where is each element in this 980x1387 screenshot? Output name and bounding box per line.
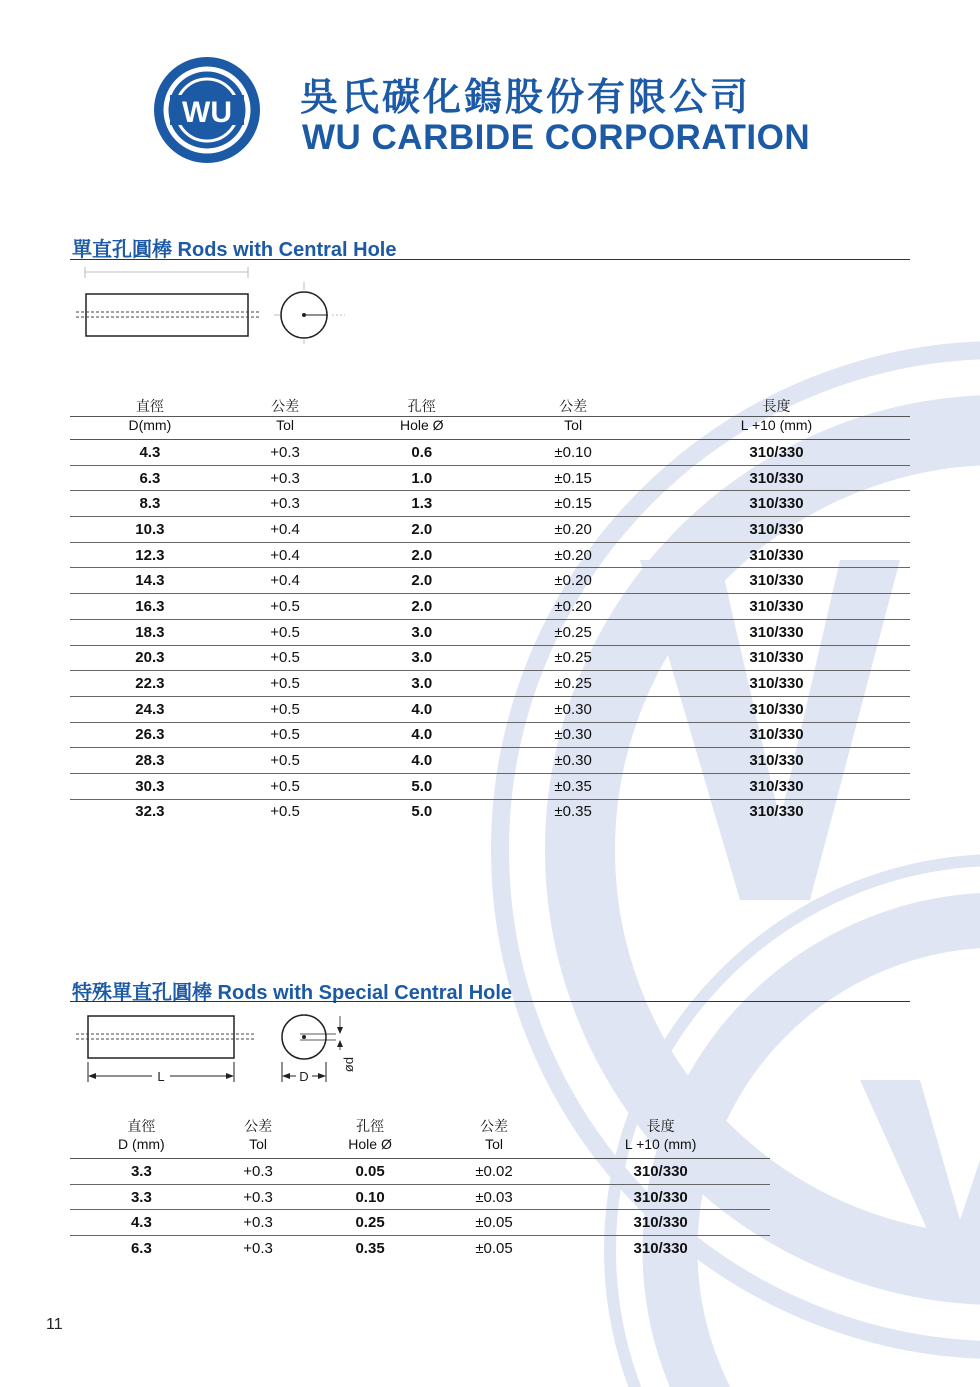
cell-hole-tolerance: ±0.25 [503, 645, 643, 671]
column-header: 直徑 [127, 1119, 156, 1135]
cell-length: 310/330 [643, 465, 910, 491]
cell-hole: 2.0 [340, 594, 503, 620]
cell-hole-tolerance: ±0.05 [475, 1239, 513, 1257]
cell-length: 310/330 [643, 517, 910, 543]
column-header: L +10 (mm) [551, 1136, 770, 1159]
cell-hole-tolerance: ±0.20 [503, 542, 643, 568]
cell-hole: 4.0 [340, 696, 503, 722]
cell-hole-tolerance: ±0.30 [503, 722, 643, 748]
length-label: L [157, 1069, 165, 1084]
table-row [70, 1184, 770, 1210]
cell-hole: 0.05 [303, 1159, 436, 1185]
table-header-chinese [70, 394, 910, 417]
cell-diameter: 4.3 [70, 440, 230, 466]
cell-diameter: 32.3 [135, 803, 165, 821]
cell-hole-tolerance: ±0.35 [503, 773, 643, 799]
table-row [70, 491, 910, 517]
diameter-label: D [299, 1069, 309, 1084]
cell-tolerance: +0.3 [230, 491, 341, 517]
rods-central-hole-table [70, 394, 910, 824]
cell-hole-tolerance: ±0.20 [503, 568, 643, 594]
cell-hole: 2.0 [340, 568, 503, 594]
cell-tolerance: +0.3 [230, 440, 341, 466]
cell-tolerance: +0.3 [230, 465, 341, 491]
cell-hole-tolerance: ±0.25 [503, 671, 643, 697]
table-row [70, 619, 910, 645]
cell-hole-tolerance: ±0.30 [503, 696, 643, 722]
cell-length: 310/330 [643, 491, 910, 517]
column-header: Tol [213, 1136, 304, 1159]
cell-diameter: 3.3 [70, 1159, 213, 1185]
table-row [70, 1159, 770, 1185]
table-header-english [70, 417, 910, 440]
table-row [70, 1210, 770, 1236]
cell-tolerance: +0.3 [213, 1210, 304, 1236]
section-divider [70, 259, 910, 260]
section-title-rods-special-central-hole: 特殊單直孔圓棒 Rods with Special Central Hole [72, 982, 513, 1004]
cell-hole: 4.0 [340, 722, 503, 748]
hole-diameter-label: pø [343, 1057, 358, 1073]
cell-diameter: 10.3 [70, 517, 230, 543]
cell-length: 310/330 [643, 594, 910, 620]
section-divider [70, 1001, 910, 1002]
cell-length: 310/330 [633, 1239, 688, 1257]
cell-tolerance: +0.3 [213, 1184, 304, 1210]
cell-hole-tolerance: ±0.35 [554, 803, 592, 821]
table-row [70, 542, 910, 568]
table-row [70, 671, 910, 697]
cell-hole-tolerance: ±0.20 [503, 594, 643, 620]
cell-hole-tolerance: ±0.03 [437, 1184, 552, 1210]
table-row [70, 517, 910, 543]
cell-diameter: 24.3 [70, 696, 230, 722]
cell-hole: 0.6 [340, 440, 503, 466]
cell-hole: 0.10 [303, 1184, 436, 1210]
table-row [70, 722, 910, 748]
cell-diameter: 3.3 [70, 1184, 213, 1210]
cell-tolerance: +0.5 [270, 803, 300, 821]
column-header: 公差 [559, 399, 588, 415]
cell-hole-tolerance: ±0.02 [437, 1159, 552, 1185]
column-header: L +10 (mm) [643, 417, 910, 440]
column-header: D (mm) [70, 1136, 213, 1159]
cell-length: 310/330 [551, 1184, 770, 1210]
cell-tolerance: +0.4 [230, 517, 341, 543]
column-header: 公差 [271, 399, 300, 415]
cell-length: 310/330 [643, 542, 910, 568]
cell-diameter: 6.3 [130, 1239, 152, 1257]
table-row [70, 1236, 770, 1261]
cell-hole: 1.0 [340, 465, 503, 491]
table-row [70, 748, 910, 774]
cell-tolerance: +0.5 [230, 722, 341, 748]
cell-length: 310/330 [643, 748, 910, 774]
cell-diameter: 28.3 [70, 748, 230, 774]
cell-hole: 0.25 [303, 1210, 436, 1236]
cell-diameter: 16.3 [70, 594, 230, 620]
cell-length: 310/330 [643, 568, 910, 594]
cell-hole-tolerance: ±0.30 [503, 748, 643, 774]
table-row [70, 773, 910, 799]
cell-diameter: 14.3 [70, 568, 230, 594]
cell-length: 310/330 [643, 645, 910, 671]
cell-tolerance: +0.5 [230, 594, 341, 620]
column-header: 長度 [646, 1119, 675, 1135]
cell-hole: 3.0 [340, 619, 503, 645]
column-header: 孔徑 [356, 1119, 385, 1135]
column-header: 長度 [762, 399, 791, 415]
cell-hole: 4.0 [340, 748, 503, 774]
table-row [70, 465, 910, 491]
cell-diameter: 6.3 [70, 465, 230, 491]
cell-tolerance: +0.4 [230, 542, 341, 568]
cell-tolerance: +0.5 [230, 671, 341, 697]
column-header: Hole Ø [303, 1136, 436, 1159]
cell-diameter: 22.3 [70, 671, 230, 697]
table-row [70, 594, 910, 620]
page-number: 11 [46, 1316, 63, 1333]
cell-tolerance: +0.5 [230, 773, 341, 799]
cell-length: 310/330 [643, 773, 910, 799]
cell-hole: 1.3 [340, 491, 503, 517]
cell-hole-tolerance: ±0.15 [503, 465, 643, 491]
cell-hole-tolerance: ±0.15 [503, 491, 643, 517]
column-header: 公差 [244, 1119, 273, 1135]
rod-special-hole-diagram [74, 1010, 364, 1090]
cell-length: 310/330 [643, 671, 910, 697]
column-header: Hole Ø [340, 417, 503, 440]
logo-text: WU [182, 96, 232, 129]
company-logo [152, 55, 262, 165]
cell-length: 310/330 [643, 722, 910, 748]
rods-special-hole-table [70, 1114, 770, 1261]
rod-central-hole-diagram [70, 264, 360, 344]
cell-length: 310/330 [749, 803, 804, 821]
column-header: 公差 [480, 1119, 509, 1135]
cell-diameter: 18.3 [70, 619, 230, 645]
table-row [70, 568, 910, 594]
cell-diameter: 30.3 [70, 773, 230, 799]
cell-length: 310/330 [643, 696, 910, 722]
cell-length: 310/330 [643, 440, 910, 466]
cell-diameter: 4.3 [70, 1210, 213, 1236]
cell-hole: 2.0 [340, 542, 503, 568]
cell-length: 310/330 [551, 1210, 770, 1236]
cell-hole-tolerance: ±0.25 [503, 619, 643, 645]
cell-hole: 2.0 [340, 517, 503, 543]
cell-tolerance: +0.3 [243, 1239, 273, 1257]
cell-tolerance: +0.3 [213, 1159, 304, 1185]
cell-diameter: 12.3 [70, 542, 230, 568]
cell-tolerance: +0.5 [230, 645, 341, 671]
company-name-english: WU CARBIDE CORPORATION [302, 118, 811, 157]
column-header: D(mm) [70, 417, 230, 440]
cell-hole-tolerance: ±0.10 [503, 440, 643, 466]
column-header: Tol [230, 417, 341, 440]
section-title-rods-central-hole: 單直孔圓棒 Rods with Central Hole [72, 239, 397, 261]
column-header: Tol [503, 417, 643, 440]
cell-hole-tolerance: ±0.05 [437, 1210, 552, 1236]
cell-tolerance: +0.4 [230, 568, 341, 594]
table-row [70, 799, 910, 824]
column-header: 孔徑 [407, 399, 436, 415]
table-header-chinese [70, 1114, 770, 1136]
table-row [70, 440, 910, 466]
table-row [70, 696, 910, 722]
cell-diameter: 8.3 [70, 491, 230, 517]
column-header: Tol [437, 1136, 552, 1159]
cell-hole-tolerance: ±0.20 [503, 517, 643, 543]
cell-hole: 5.0 [411, 803, 433, 821]
company-name-chinese: 吳氏碳化鎢股份有限公司 [300, 75, 752, 119]
column-header: 直徑 [135, 399, 164, 415]
cell-tolerance: +0.5 [230, 696, 341, 722]
cell-tolerance: +0.5 [230, 619, 341, 645]
cell-hole: 3.0 [340, 671, 503, 697]
table-row [70, 645, 910, 671]
cell-tolerance: +0.5 [230, 748, 341, 774]
cell-hole: 3.0 [340, 645, 503, 671]
table-header-english [70, 1136, 770, 1159]
cell-diameter: 26.3 [70, 722, 230, 748]
cell-length: 310/330 [643, 619, 910, 645]
cell-hole: 0.35 [355, 1239, 385, 1257]
cell-hole: 5.0 [340, 773, 503, 799]
cell-length: 310/330 [551, 1159, 770, 1185]
cell-diameter: 20.3 [70, 645, 230, 671]
